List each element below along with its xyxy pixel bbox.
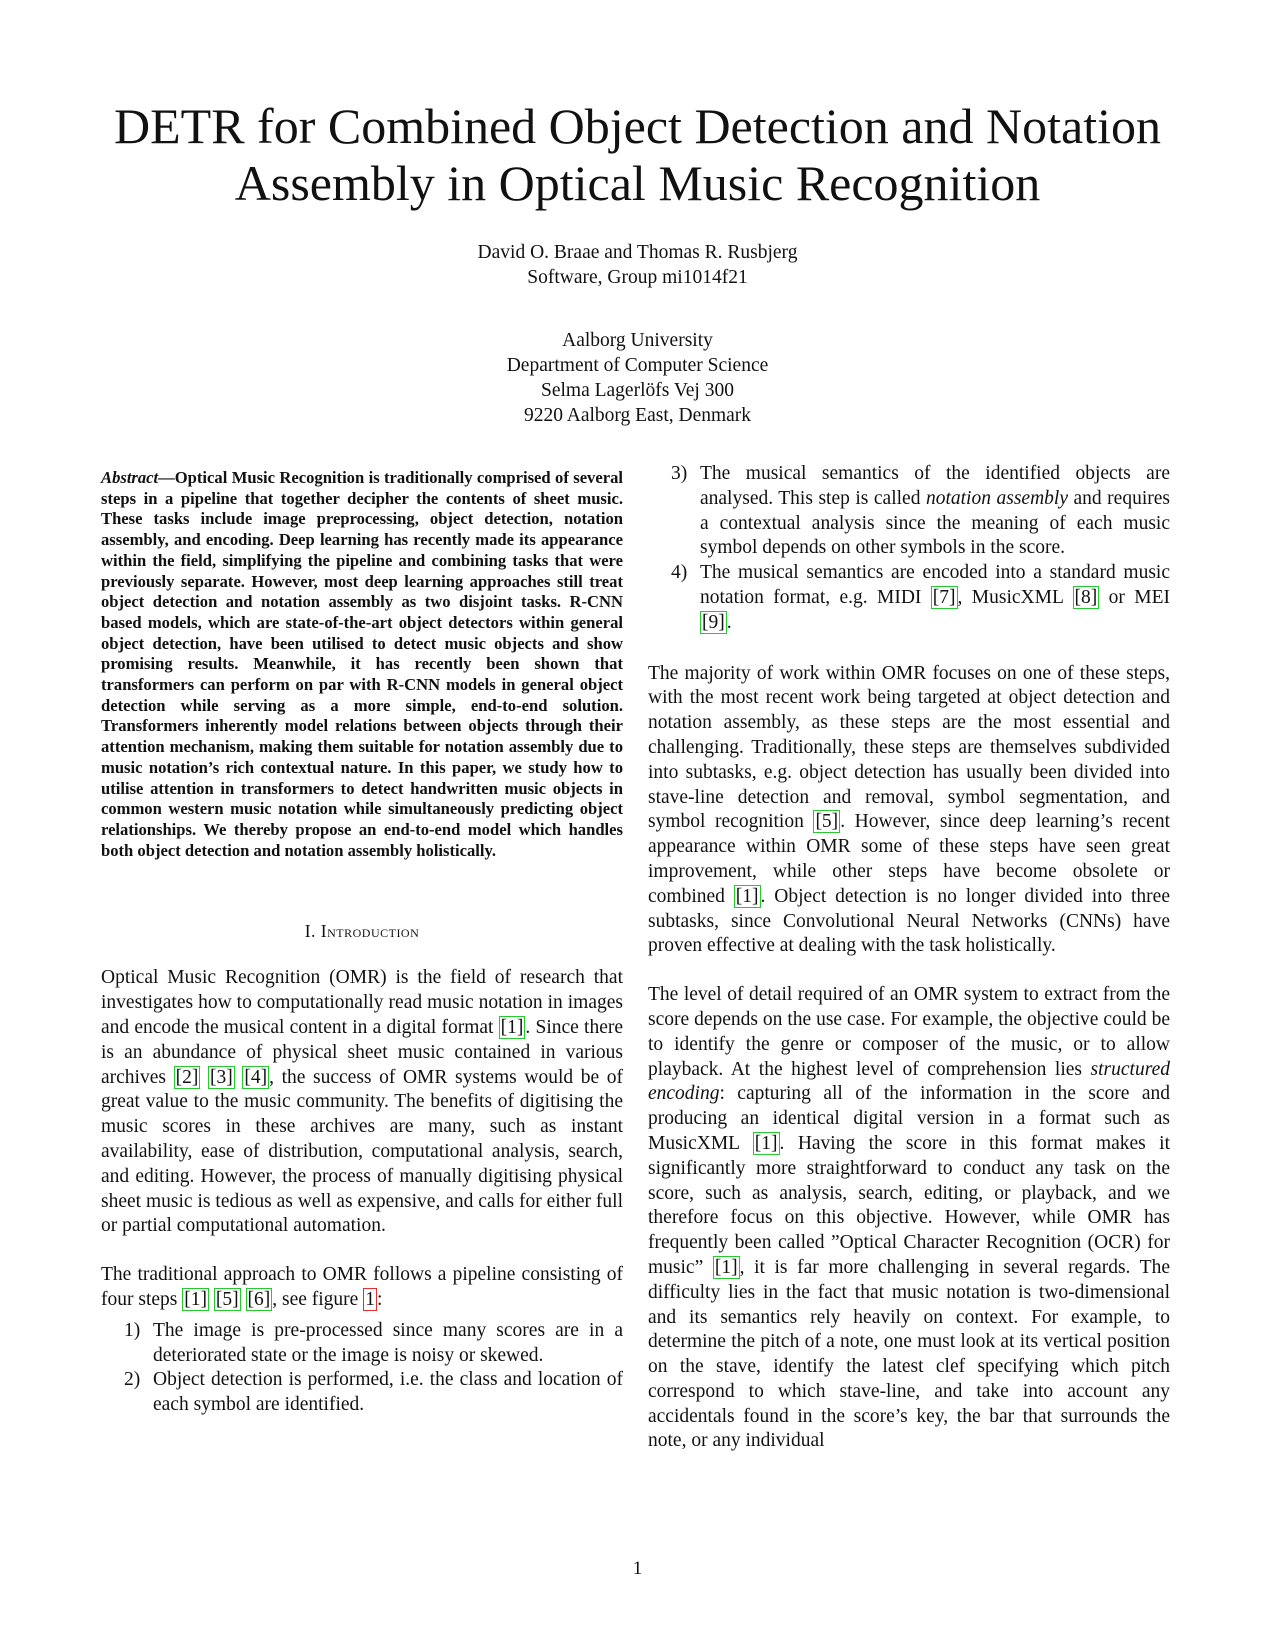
text-run: The level of detail required of an OMR system to extract from the score depends on the use case. For example, the objective could be to identify the genre or composer of the music, or to allow playback. At the highest level of comprehension lies: [648, 984, 1170, 1080]
text-run: :: [376, 1288, 383, 1310]
text-run: The musical semantics of the identified objects are analysed. This step is called: [700, 463, 1170, 509]
right-column: [648, 463, 1171, 1454]
list-item: [101, 1368, 623, 1418]
text-run: . Object detection is no longer divided into three subtasks, since Convolutional Neural Networks (CNNs) have proven effective at dealing with the task holistically.: [648, 885, 1170, 957]
list-item: [648, 462, 1170, 561]
intro-paragraph-2: [101, 1263, 623, 1313]
citation-link[interactable]: [1]: [735, 885, 759, 907]
citation-link[interactable]: [1]: [754, 1132, 778, 1154]
text-run: .: [726, 611, 732, 633]
text-run: , see figure: [272, 1288, 364, 1310]
intro-paragraph-3: [648, 662, 1170, 960]
text-run: . Since there is an abundance of physical sheet music contained in various archives: [101, 1016, 623, 1088]
affiliation-department: Department of Computer Science: [506, 355, 769, 376]
text-run: and requires a contextual analysis since the meaning of each music symbol depends on other symbols in the score.: [700, 487, 1170, 559]
abstract-heading: Abstract: [101, 468, 159, 487]
list-item: [648, 561, 1170, 635]
text-run: , it is far more challenging in several regards. The difficulty lies in the fact that music notation is two-dimensional and its semantics rely heavily on context. For example, to determine the pitch of a note, one must look at its vertical position on the stave, identify the latest clef specifying which pitch correspond to which stave-line, and take into account any accidentals found in the score’s key, the bar that surrounds the note, or any individual: [648, 1256, 1170, 1452]
text-run: . However, since deep learning’s recent appearance within OMR some of these steps have seen great improvement, while other steps have become obsolete or combined: [648, 811, 1171, 907]
pipeline-steps-list-continued: [648, 462, 1170, 636]
emphasis-text: structured encoding: [648, 1058, 1170, 1105]
citation-link[interactable]: [2]: [175, 1066, 199, 1088]
citation-link[interactable]: [8]: [1074, 586, 1098, 608]
list-item: [101, 1319, 623, 1369]
list-item-text: Object detection is performed, i.e. the class and location of each symbol are identified.: [153, 1369, 623, 1416]
citation-link[interactable]: [1]: [184, 1288, 207, 1310]
text-run: , MusicXML: [957, 586, 1073, 608]
affiliation-city: 9220 Aalborg East, Denmark: [523, 405, 752, 426]
figure-link[interactable]: 1: [365, 1288, 375, 1310]
list-item-number: 3): [671, 463, 688, 484]
section-number: I.: [304, 921, 316, 942]
affiliation-university: Aalborg University: [562, 330, 713, 351]
text-run: or MEI: [1099, 586, 1170, 608]
pipeline-steps-list: [101, 1319, 623, 1418]
citation-link[interactable]: [6]: [247, 1288, 271, 1310]
citation-link[interactable]: [5]: [215, 1288, 239, 1310]
citation-link[interactable]: [1]: [714, 1256, 738, 1278]
abstract: [101, 468, 623, 861]
text-run: The musical semantics are encoded into a standard music notation format, e.g. MIDI: [700, 562, 1170, 608]
citation-link[interactable]: [9]: [702, 611, 725, 633]
text-run: : capturing all of the information in the score and producing an identical digital version in a format such as MusicXML: [648, 1083, 1170, 1154]
text-run: The traditional approach to OMR follows a pipeline consisting of four steps: [101, 1264, 623, 1310]
paper-title: [60, 98, 1215, 212]
title-line-2: Assembly in Optical Music Recognition: [234, 155, 1041, 211]
author-group: Software, Group mi1014f21: [527, 267, 748, 288]
text-run: . Having the score in this format makes it significantly more straightforward to conduct any task on the score, such as analysis, search, editing, or playback, and we therefore focus on this objective. However, while OMR has frequently been called ”Optical Character Recognition (OCR) for music”: [648, 1132, 1171, 1278]
emphasis-text: notation assembly: [925, 487, 1068, 509]
text-run: , the success of OMR systems would be of great value to the music community. The benefits of digitising the music scores in these archives are many, such as instant availability, ease of distribution, computational analysis, search, and editing. However, the process of manually digitising physical sheet music is tedious as well as expensive, and calls for either full or partial computational automation.: [101, 1066, 624, 1237]
citation-link[interactable]: [4]: [244, 1066, 268, 1088]
section-title: Introduction: [320, 921, 420, 942]
list-item-text: The image is pre-processed since many scores are in a deteriorated state or the image is noisy or skewed.: [153, 1319, 623, 1366]
citation-link[interactable]: [3]: [209, 1066, 233, 1088]
intro-paragraph-1: [101, 966, 623, 1239]
page-number: 1: [632, 1558, 643, 1579]
author-names: David O. Braae and Thomas R. Rusbjerg: [477, 242, 798, 263]
affiliation-street: Selma Lagerlöfs Vej 300: [541, 380, 734, 401]
citation-link[interactable]: [5]: [815, 811, 839, 833]
citation-link[interactable]: [7]: [932, 586, 956, 608]
author-block: [0, 240, 1275, 290]
left-column: [101, 468, 623, 1418]
citation-link[interactable]: [1]: [500, 1016, 524, 1038]
list-item-number: 2): [124, 1369, 141, 1391]
title-line-1: DETR for Combined Object Detection and Notation: [114, 98, 1161, 154]
text-run: Optical Music Recognition (OMR) is the field of research that investigates how to computationally read music notation in images and encode the musical content in a digital format: [101, 967, 623, 1038]
list-item-number: 4): [671, 562, 688, 584]
text-run: The majority of work within OMR focuses on one of these steps, with the most recent work being targeted at object detection and notation assembly, as these steps are the most essential and challenging. Traditionally, these steps are themselves subdivided into subtasks, e.g. object detection has usually been divided into stave-line detection and removal, symbol segmentation, and symbol recognition: [648, 662, 1170, 833]
affiliation-block: [0, 328, 1275, 428]
abstract-text: —Optical Music Recognition is traditionally comprised of several steps in a pipeline that together decipher the contents of sheet music. These tasks include image preprocessing, object detection, notation assembly, and encoding. Deep learning has recently made its appearance within the field, simplifying the pipeline and combining tasks that were previously separate. However, most deep learning approaches still treat object detection and notation assembly as two disjoint tasks. R-CNN based models, which are state-of-the-art object detectors within general object detection, have been utilised to detect music objects and show promising results. Meanwhile, it has recently been shown that transformers can perform on par with R-CNN models in general object detection while serving as a more simple, end-to-end solution. Transformers inherently model relations between objects through their attention mechanism, making them suitable for notation assembly due to music notation’s rich contextual nature. In this paper, we study how to utilise attention in transformers to detect handwritten music objects in common western music notation while simultaneously predicting object relationships. We thereby propose an end-to-end model which handles both object detection and notation assembly holistically.: [101, 468, 623, 860]
intro-paragraph-4: [648, 983, 1170, 1454]
section-heading-introduction: [101, 921, 623, 942]
list-item-number: 1): [124, 1319, 141, 1341]
